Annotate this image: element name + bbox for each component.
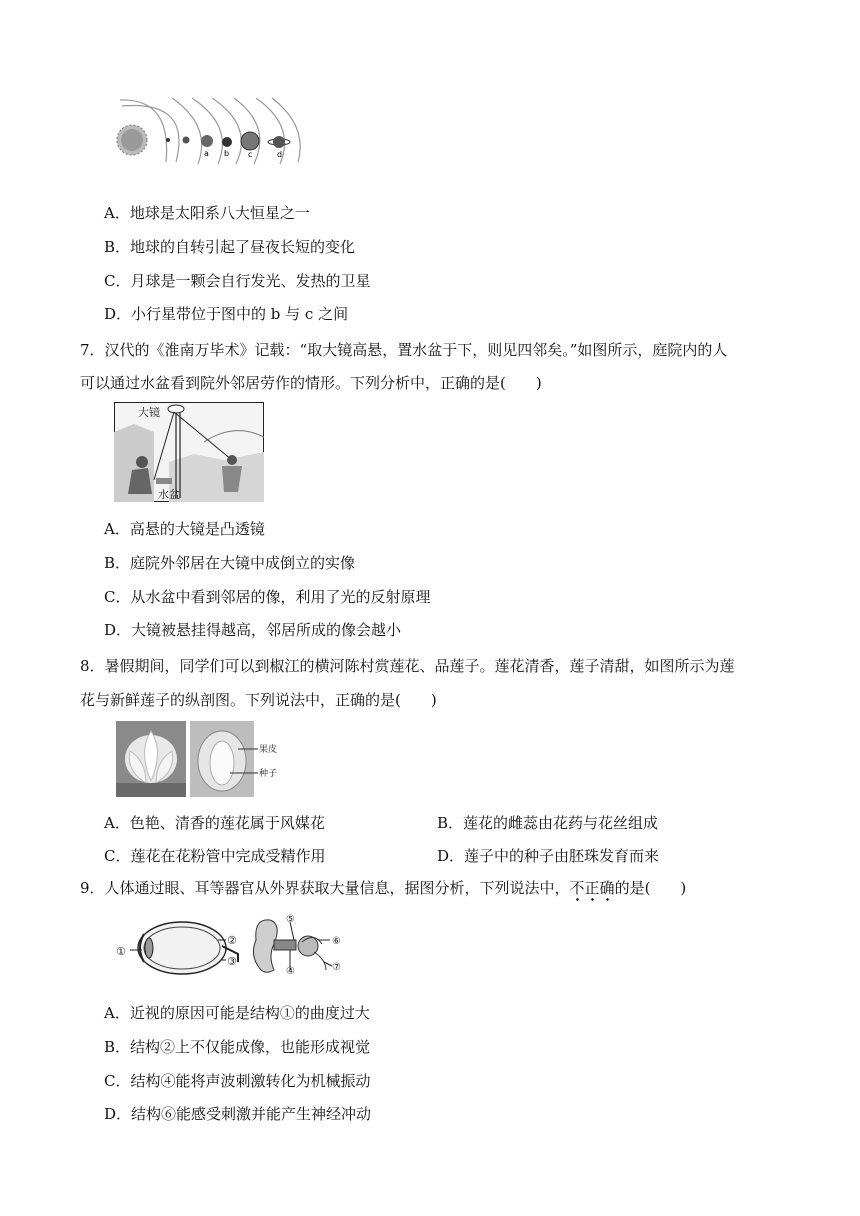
q9-option-b: B．结构②上不仅能成像，也能形成视觉	[104, 1038, 371, 1056]
mirror-basin-figure	[114, 402, 264, 502]
eye-label-3: ③	[227, 955, 237, 968]
q7-option-a: A．高悬的大镜是凸透镜	[104, 520, 265, 538]
eye-label-2: ②	[227, 934, 237, 947]
q6-option-b: B．地球的自转引起了昼夜长短的变化	[104, 238, 356, 256]
ear-label-7: ⑦	[332, 962, 341, 973]
q8-option-a: A．色艳、清香的莲花属于风媒花	[104, 814, 325, 832]
planet-label: a	[204, 149, 209, 158]
q8-stem-line1: 8．暑假期间，同学们可以到椒江的横河陈村赏莲花、品莲子。莲花清香，莲子清甜，如图所示为莲	[80, 657, 735, 675]
seed-label: 种子	[259, 769, 278, 779]
q8-stem-line2: 花与新鲜莲子的纵剖图。下列说法中，正确的是( )	[80, 691, 437, 709]
q6-option-d: D．小行星带位于图中的 b 与 c 之间	[104, 305, 349, 323]
q6-option-c: C．月球是一颗会自行发光、发热的卫星	[104, 272, 371, 290]
q7-stem-line1: 7．汉代的《淮南万毕术》记载：“取大镜高悬，置水盆于下，则见四邻矣。”如图所示，庭院内的人	[80, 341, 728, 359]
ear-label-5: ⑤	[286, 914, 295, 925]
q9-stem-emphasis: 不正确	[569, 879, 615, 897]
planet-label: d	[277, 150, 283, 159]
q7-option-c: C．从水盆中看到邻居的像，利用了光的反射原理	[104, 588, 431, 606]
q8-option-d: D．莲子中的种子由胚珠发育而来	[437, 847, 660, 865]
eye-ear-figure	[114, 910, 354, 986]
solar-system-figure	[112, 96, 308, 166]
q8-option-b: B．莲花的雌蕊由花药与花丝组成	[437, 814, 659, 832]
q7-option-b: B．庭院外邻居在大镜中成倒立的实像	[104, 554, 356, 572]
q8-option-c: C．莲花在花粉管中完成受精作用	[104, 847, 326, 865]
q9-stem-pre: 9．人体通过眼、耳等器官从外界获取大量信息，据图分析，下列说法中，	[80, 879, 570, 897]
ear-label-6: ⑥	[332, 936, 341, 947]
basin-label: 水盆	[158, 488, 180, 501]
q9-option-c: C．结构④能将声波刺激转化为机械振动	[104, 1072, 371, 1090]
q9-option-d: D．结构⑥能感受刺激并能产生神经冲动	[104, 1105, 372, 1123]
q9-stem-post: 的是( )	[614, 879, 687, 897]
ear-label-4: ④	[286, 966, 295, 977]
eye-label-1: ①	[116, 945, 126, 958]
planet-label: c	[248, 150, 253, 159]
mirror-label: 大镜	[138, 406, 160, 419]
q6-option-a: A．地球是太阳系八大恒星之一	[104, 204, 310, 222]
q9-stem	[80, 877, 686, 898]
q7-option-d: D．大镜被悬挂得越高，邻居所成的像会越小	[104, 621, 402, 639]
q7-stem-line2: 可以通过水盆看到院外邻居劳作的情形。下列分析中，正确的是( )	[80, 374, 542, 392]
planet-label: b	[224, 149, 230, 158]
q9-option-a: A．近视的原因可能是结构①的曲度过大	[104, 1004, 370, 1022]
lotus-figure	[116, 721, 284, 797]
peel-label: 果皮	[259, 745, 278, 755]
